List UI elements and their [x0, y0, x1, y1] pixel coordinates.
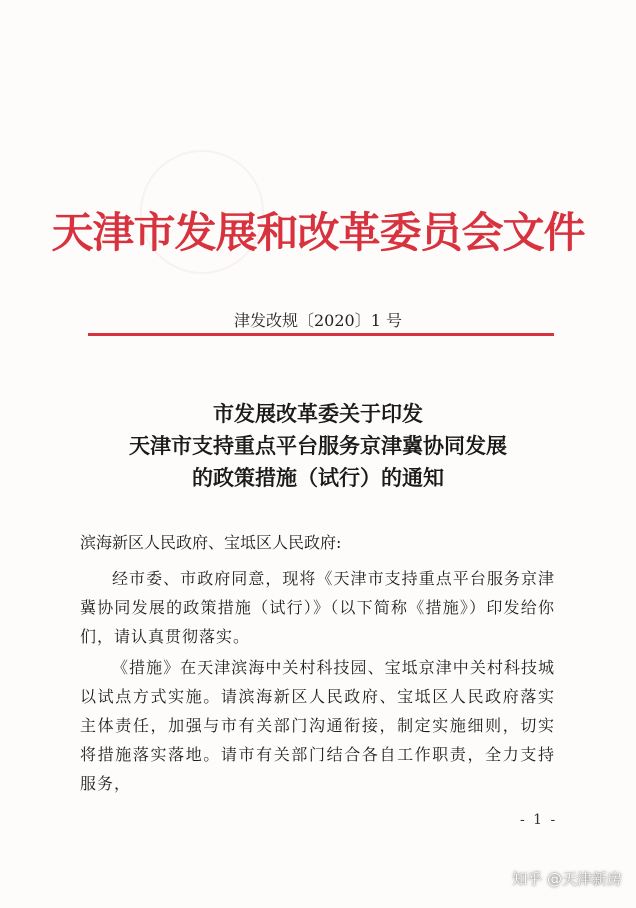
red-divider-line: [88, 333, 554, 336]
notice-title-line-1: 市发展改革委关于印发: [213, 401, 423, 426]
notice-title: [0, 398, 636, 494]
body-paragraph-1: 经市委、市政府同意，现将《天津市支持重点平台服务京津冀协同发展的政策措施（试行）》（以下简称《措施》）印发给你们，请认真贯彻落实。: [80, 569, 555, 646]
page-number: - 1 -: [520, 812, 558, 828]
recipient-line: 滨海新区人民政府、宝坻区人民政府:: [80, 533, 342, 552]
zhihu-watermark: 知乎 @天津新房: [512, 870, 622, 888]
body-paragraph-2: 《措施》在天津滨海中关村科技园、宝坻京津中关村科技城以试点方式实施。请滨海新区人民政府、宝坻区人民政府落实主体责任，加强与市有关部门沟通衔接，制定实施细则，切实将措施落实落地。请市有关部门结合各自工作职责，全力支持服务，: [80, 658, 555, 793]
issuing-authority-header: 天津市发展和改革委员会文件: [51, 208, 585, 257]
notice-title-line-2: 天津市支持重点平台服务京津冀协同发展: [129, 433, 507, 458]
document-number: 津发改规〔2020〕1 号: [234, 311, 402, 330]
notice-title-line-3: 的政策措施（试行）的通知: [192, 465, 444, 490]
